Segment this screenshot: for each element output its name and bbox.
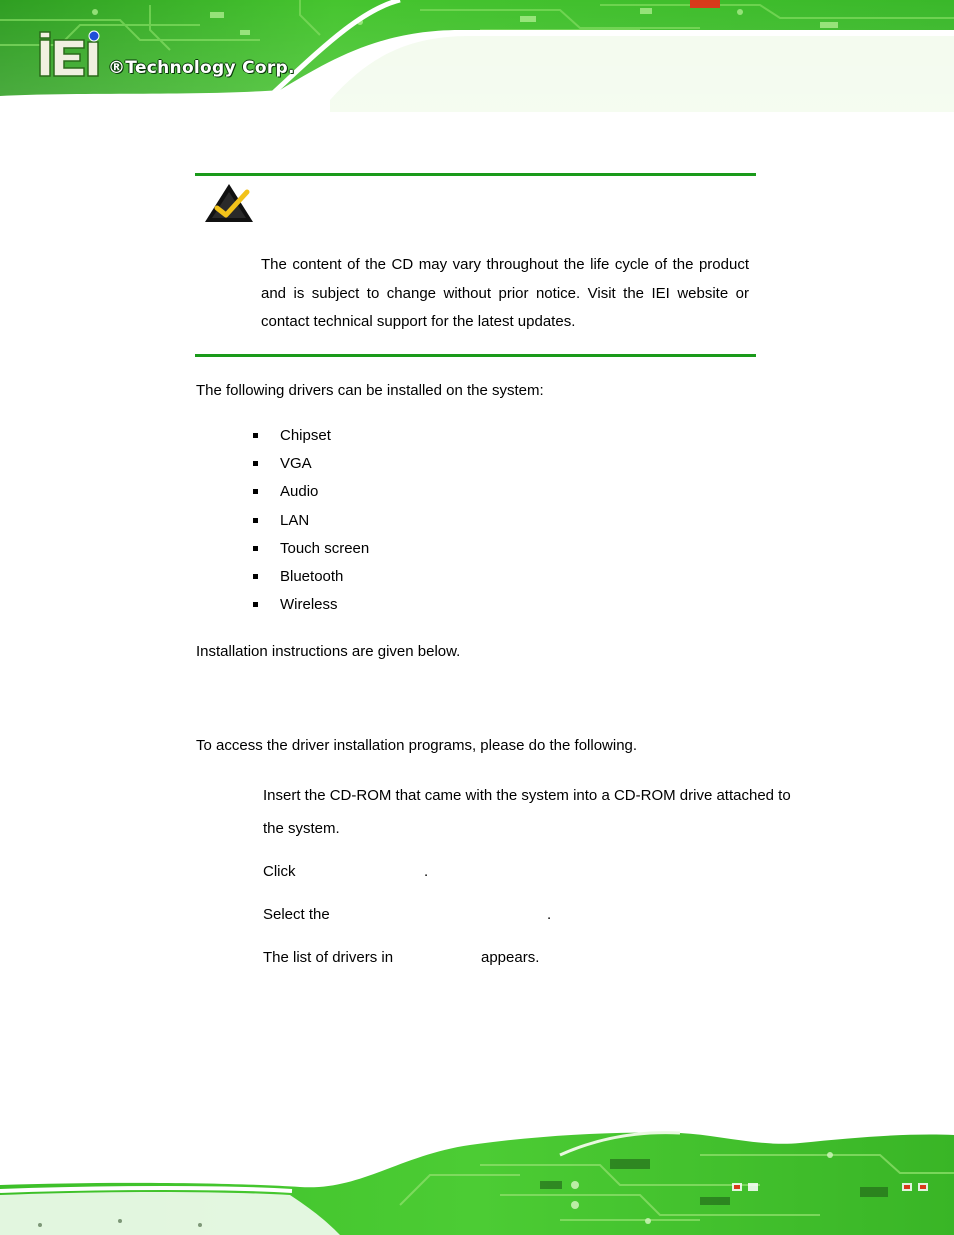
note-top-rule xyxy=(195,173,756,176)
note-bottom-rule xyxy=(195,354,756,357)
list-item: Audio xyxy=(252,481,369,509)
list-item: Chipset xyxy=(252,425,369,453)
list-item: Bluetooth xyxy=(252,566,369,594)
bullet-square-icon xyxy=(253,546,258,551)
bullet-square-icon xyxy=(253,489,258,494)
step-4-prefix: The list of drivers in xyxy=(263,949,394,966)
step-2-suffix: . xyxy=(424,863,429,880)
list-item: Touch screen xyxy=(252,538,369,566)
bullet-square-icon xyxy=(253,602,258,607)
bullet-square-icon xyxy=(253,433,258,438)
step-4-suffix: appears. xyxy=(481,949,540,966)
step-1-line-2: the system. xyxy=(263,820,340,837)
step-3-suffix: . xyxy=(547,906,552,923)
company-name: ®Technology Corp. xyxy=(108,58,295,78)
list-item: LAN xyxy=(252,510,369,538)
note-text: The content of the CD may vary throughout the life cycle of the product and is subject to change without prior notice. Visit the IEI website or contact technical support for the latest updates. xyxy=(261,256,749,330)
bullet-square-icon xyxy=(253,574,258,579)
header-banner xyxy=(0,0,954,112)
note-check-icon xyxy=(203,182,255,224)
step-2-prefix: Click xyxy=(263,863,296,880)
drivers-intro: The following drivers can be installed on the system: xyxy=(196,382,544,399)
footer-banner xyxy=(0,1125,954,1235)
list-item: VGA xyxy=(252,453,369,481)
install-note: Installation instructions are given below. xyxy=(196,643,461,660)
step-3-prefix: Select the xyxy=(263,906,330,923)
access-intro: To access the driver installation programs, please do the following. xyxy=(196,737,638,754)
bullet-square-icon xyxy=(253,518,258,523)
bullet-square-icon xyxy=(253,461,258,466)
step-1-line-1: Insert the CD-ROM that came with the system into a CD-ROM drive attached to xyxy=(263,787,791,804)
iei-logo xyxy=(38,30,106,80)
list-item: Wireless xyxy=(252,594,369,622)
driver-list xyxy=(252,425,369,622)
